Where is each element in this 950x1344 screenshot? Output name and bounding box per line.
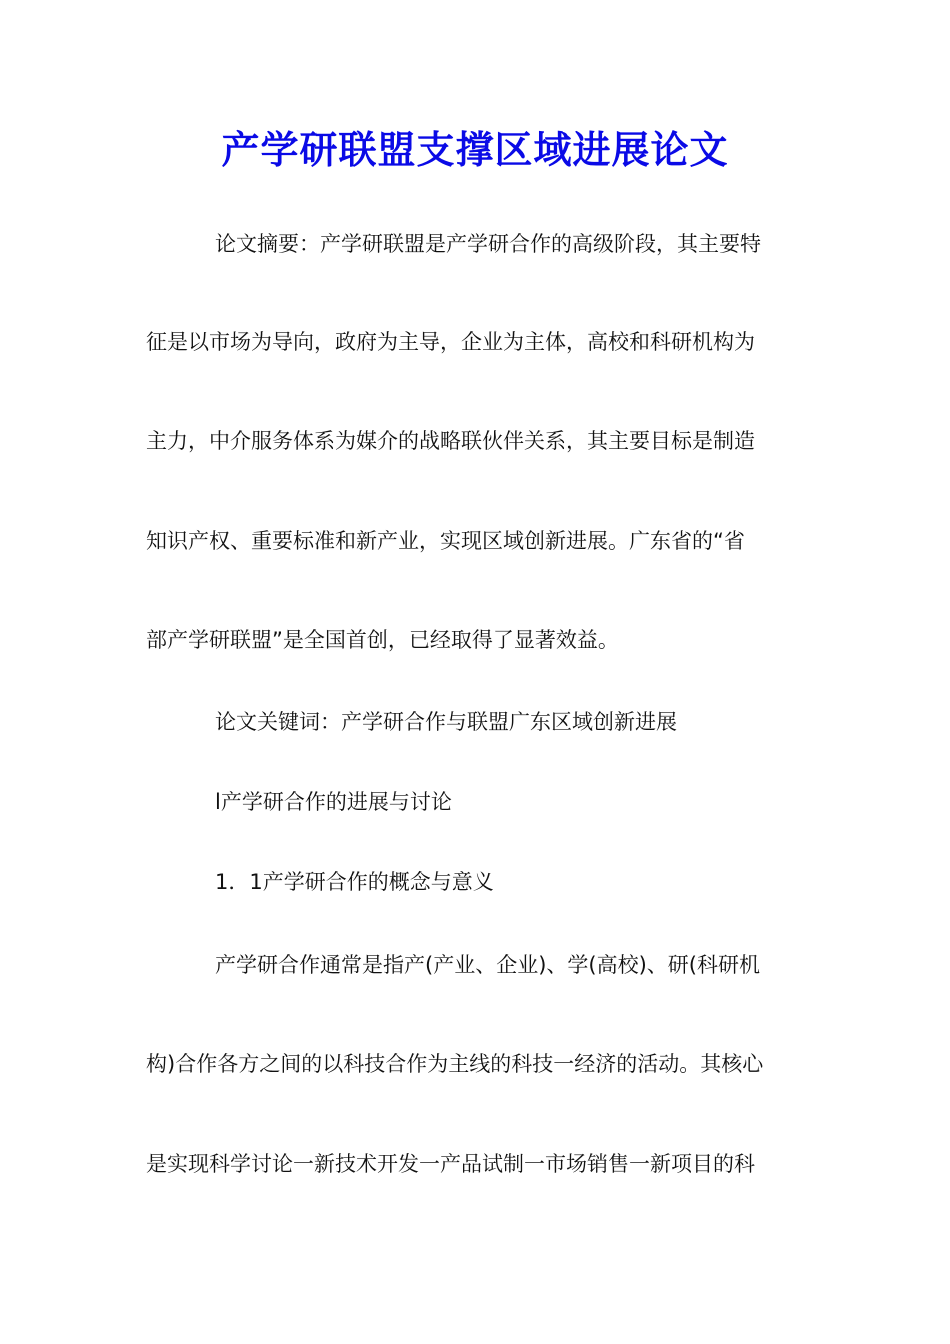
body-line-3: 是实现科学讨论一新技术开发一产品试制一市场销售一新项目的科 [146,1152,755,1176]
abstract-line-1: 论文摘要：产学研联盟是产学研合作的高级阶段，其主要特 [215,232,761,256]
body-line-1: 产学研合作通常是指产(产业、企业)、学(高校)、研(科研机 [215,953,760,977]
section-heading: l产学研合作的进展与讨论 [215,790,452,814]
abstract-line-5: 部产学研联盟”是全国首创，已经取得了显著效益。 [146,628,619,652]
body-line-2: 构)合作各方之间的以科技合作为主线的科技一经济的活动。其核心 [146,1052,764,1076]
document-title: 产学研联盟支撑区域进展论文 [221,127,729,172]
keywords-line: 论文关键词：产学研合作与联盟广东区域创新进展 [215,710,677,734]
subsection-heading: 1．1产学研合作的概念与意义 [215,870,494,894]
abstract-line-3: 主力，中介服务体系为媒介的战略联伙伴关系，其主要目标是制造 [146,429,755,453]
abstract-line-4: 知识产权、重要标准和新产业，实现区域创新进展。广东省的“省 [146,529,745,553]
abstract-line-2: 征是以市场为导向，政府为主导，企业为主体，高校和科研机构为 [146,330,755,354]
